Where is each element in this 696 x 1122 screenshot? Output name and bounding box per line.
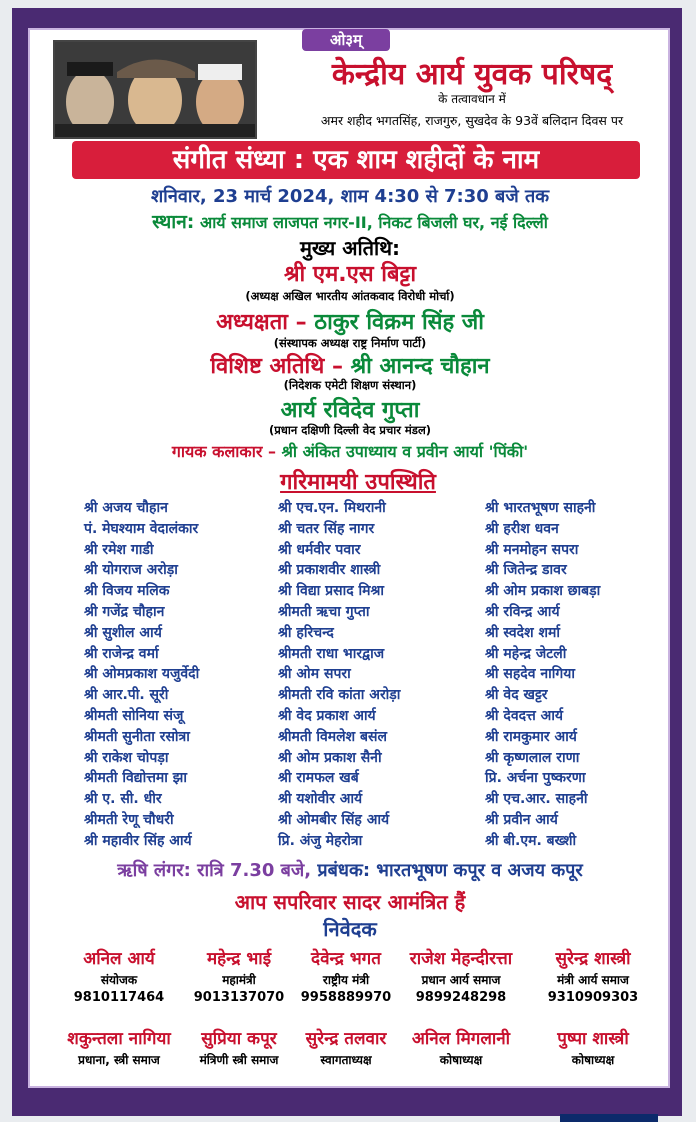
presiding-label: अध्यक्षता: [216, 310, 288, 335]
martyrs-photo: [53, 40, 257, 139]
presence-name: श्री रामफल खर्ब: [278, 770, 359, 787]
event-datetime: शनिवार, 23 मार्च 2024, शाम 4:30 से 7:30 बजे तक: [150, 186, 550, 207]
organizer-designation: कोषाध्यक्ष: [571, 1053, 615, 1067]
presence-name: श्री सहदेव नागिया: [485, 666, 576, 683]
singer-line: गायक कलाकार – श्री अंकित उपाध्याय व प्रवीन आर्या 'पिंकी': [171, 442, 529, 461]
presence-name: श्री महावीर सिंह आर्य: [84, 832, 192, 849]
presence-name: श्रीमती ऋचा गुप्ता: [278, 603, 370, 620]
organizer-designation: प्रधाना, स्त्री समाज: [78, 1053, 160, 1067]
event-venue: [40, 208, 660, 234]
organizer: [56, 1026, 182, 1068]
presence-name: श्री वेद प्रकाश आर्य: [278, 707, 376, 724]
organizer-name: देवेन्द्र भगत: [311, 949, 381, 969]
organizer: [283, 1026, 409, 1068]
organizer-designation: महामंत्री: [222, 973, 256, 987]
organizer: [530, 1026, 656, 1068]
presence-name: श्रीमती रेणू चौधरी: [84, 811, 174, 828]
presence-name: श्री रमेश गाडी: [84, 541, 154, 558]
presence-name: श्री विजय मलिक: [84, 583, 170, 600]
under-line-1: के तत्वावधान में: [438, 92, 506, 106]
organizer-designation: संयोजक: [100, 973, 138, 987]
presence-name: श्री अजय चौहान: [84, 500, 168, 516]
presence-name: श्री प्रकाशवीर शास्त्री: [278, 562, 381, 579]
presence-name: श्रीमती विमलेश बसंल: [278, 728, 388, 745]
presence-name: श्री रविन्द्र आर्य: [485, 603, 560, 620]
langar-label: ऋषि लंगर: रात्रि 7.30 बजे,: [117, 860, 312, 881]
langar-line: [40, 858, 660, 882]
presence-name: श्री हरीश धवन: [485, 520, 559, 537]
organizer: [283, 946, 409, 1005]
presence-name: श्री ओम सपरा: [278, 666, 351, 683]
presence-name: श्री प्रवीन आर्य: [485, 811, 558, 828]
langar-manager: प्रबंधक: भारतभूषण कपूर व अजय कपूर: [317, 860, 583, 881]
presence-name: श्री आर.पी. सूरी: [84, 687, 169, 704]
presence-name: श्री चतर सिंह नागर: [278, 520, 375, 537]
organizer-name: अनिल मिगलानी: [411, 1029, 511, 1049]
presence-name: श्री एच.एन. मिथरानी: [278, 500, 386, 516]
presence-name: श्रीमती विद्योत्तमा झा: [84, 770, 188, 787]
organizer: [398, 946, 524, 1005]
presiding-desc: (संस्थापक अध्यक्ष राष्ट्र निर्माण पार्टी): [273, 336, 427, 350]
presence-column-1: [84, 498, 284, 852]
nivedak-heading: निवेदक: [323, 917, 377, 941]
organizer-name: शकुन्तला नागिया: [67, 1029, 171, 1049]
presence-name: श्री विद्या प्रसाद मिश्रा: [278, 583, 385, 600]
organizer-phone: 9810117464: [73, 990, 165, 1005]
presence-name: श्री कृष्णलाल राणा: [485, 749, 580, 766]
organizer-name: सुरेन्द्र शास्त्री: [555, 949, 631, 969]
presence-name: श्री राजेन्द्र वर्मा: [84, 645, 159, 662]
presence-name: श्री राकेश चोपड़ा: [84, 749, 169, 766]
special-guest-name: श्री आनन्द चौहान: [350, 354, 490, 379]
organizer-name: अनिल आर्य: [83, 949, 155, 969]
presence-name: श्री हरिचन्द: [278, 624, 334, 641]
presence-name: श्री देवदत्त आर्य: [485, 707, 564, 724]
bottom-strip: [560, 1114, 658, 1122]
presence-name: श्रीमती सुनीता रसोत्रा: [84, 728, 190, 745]
org-title: केन्द्रीय आर्य युवक परिषद्: [331, 57, 613, 92]
presence-column-2: [278, 498, 478, 852]
organizer-phone: 9899248298: [415, 990, 507, 1005]
organizer-phone: 9013137070: [193, 990, 285, 1005]
singer-label: गायक कलाकार: [171, 442, 263, 461]
presence-name: श्री मनमोहन सपरा: [485, 541, 579, 558]
presence-name: श्री स्वदेश शर्मा: [485, 624, 560, 641]
presence-name: श्री गजेंद्र चौहान: [84, 603, 165, 620]
presence-name: श्री योगराज अरोड़ा: [84, 562, 178, 579]
martyrs-photo-icon: [55, 42, 255, 137]
chief-guest-desc: (अध्यक्ष अखिल भारतीय आंतकवाद विरोधी मोर्चा): [245, 289, 455, 303]
presence-name: श्रीमती रवि कांता अरोड़ा: [278, 687, 401, 704]
organizer: [530, 946, 656, 1005]
presence-name: श्री भारतभूषण साहनी: [485, 500, 596, 516]
presence-name: श्री वेद खट्टर: [485, 687, 548, 704]
presence-name: श्री ओम प्रकाश सैनी: [278, 749, 382, 766]
presence-name: श्रीमती राधा भारद्वाज: [278, 645, 385, 662]
presence-heading: गरिमामयी उपस्थिति: [280, 470, 436, 495]
presence-name: प्रि. अंजु मेहरोत्रा: [278, 832, 363, 849]
organizer-designation: कोषाध्यक्ष: [439, 1053, 483, 1067]
presence-name: श्री यशोवीर आर्य: [278, 791, 363, 808]
presiding-line: अध्यक्षता – ठाकुर विक्रम सिंह जी: [216, 310, 484, 335]
presence-name: श्री महेन्द्र जेटली: [485, 645, 567, 662]
second-special-guest-name: आर्य रविदेव गुप्ता: [280, 398, 420, 423]
organizer-designation: मंत्री आर्य समाज: [557, 973, 629, 987]
organizer-designation: स्वागताध्यक्ष: [320, 1053, 372, 1067]
presence-name: श्री ओम प्रकाश छाबड़ा: [485, 583, 601, 600]
presence-name: श्री धर्मवीर पवार: [278, 541, 361, 558]
venue-label: स्थान:: [152, 211, 195, 233]
organizer-designation: प्रधान आर्य समाज: [421, 973, 501, 987]
organizer-designation: मंत्रिणी स्त्री समाज: [199, 1053, 279, 1067]
special-guest-line: विशिष्ट अतिथि – श्री आनन्द चौहान: [210, 354, 490, 379]
presence-column-3: [485, 498, 685, 852]
presence-name: श्री ओमबीर सिंह आर्य: [278, 811, 390, 828]
singer-names: श्री अंकित उपाध्याय व प्रवीन आर्या 'पिंकी': [281, 442, 529, 461]
organizer-designation: राष्ट्रीय मंत्री: [322, 973, 370, 987]
organizer-phone: 9958889970: [300, 990, 392, 1005]
presence-name: पं. मेघश्याम वेदालंकार: [84, 520, 199, 537]
om-badge: ओ३म्: [302, 29, 390, 51]
chief-guest-label: मुख्य अतिथि:: [299, 236, 401, 260]
presence-name: प्रि. अर्चना पुष्करणा: [485, 770, 586, 787]
organizer-name: महेन्द्र भाई: [206, 949, 272, 969]
presence-name: श्री जितेन्द्र डावर: [485, 562, 567, 579]
organizer-name: सुरेन्द्र तलवार: [305, 1029, 387, 1049]
organizer-name: राजेश मेहन्दीरत्ता: [409, 949, 513, 969]
special-guest-label: विशिष्ट अतिथि: [210, 354, 325, 379]
presence-name: श्री रामकुमार आर्य: [485, 728, 577, 745]
organizer-name: पुष्पा शास्त्री: [557, 1029, 629, 1049]
organizer: [56, 946, 182, 1005]
presence-name: श्री ए. सी. धीर: [84, 791, 162, 808]
organizer-phone: 9310909303: [547, 990, 639, 1005]
organizer-name: सुप्रिया कपूर: [201, 1029, 277, 1049]
second-special-guest-desc: (प्रधान दक्षिणी दिल्ली वेद प्रचार मंडल): [268, 423, 432, 437]
chief-guest-name: श्री एम.एस बिट्टा: [283, 262, 417, 287]
presence-name: श्री बी.एम. बख्शी: [485, 832, 577, 849]
organizer: [398, 1026, 524, 1068]
under-line-2: अमर शहीद भगतसिंह, राजगुरु, सुखदेव के 93वें बलिदान दिवस पर: [320, 113, 624, 128]
presence-name: श्री एच.आर. साहनी: [485, 791, 588, 808]
presence-name: श्रीमती सोनिया संजू: [84, 707, 184, 724]
presence-name: श्री ओमप्रकाश यजुर्वेदी: [84, 666, 200, 683]
invitation-text: आप सपरिवार सादर आमंत्रित हैं: [234, 890, 466, 914]
special-guest-desc: (निदेशक एमेटी शिक्षण संस्थान): [283, 378, 417, 392]
presiding-name: ठाकुर विक्रम सिंह जी: [314, 310, 484, 335]
presence-name: श्री सुशील आर्य: [84, 624, 162, 641]
event-banner: संगीत संध्या : एक शाम शहीदों के नाम: [72, 141, 640, 179]
venue-value: आर्य समाज लाजपत नगर-II, निकट बिजली घर, नई दिल्ली: [199, 213, 548, 232]
